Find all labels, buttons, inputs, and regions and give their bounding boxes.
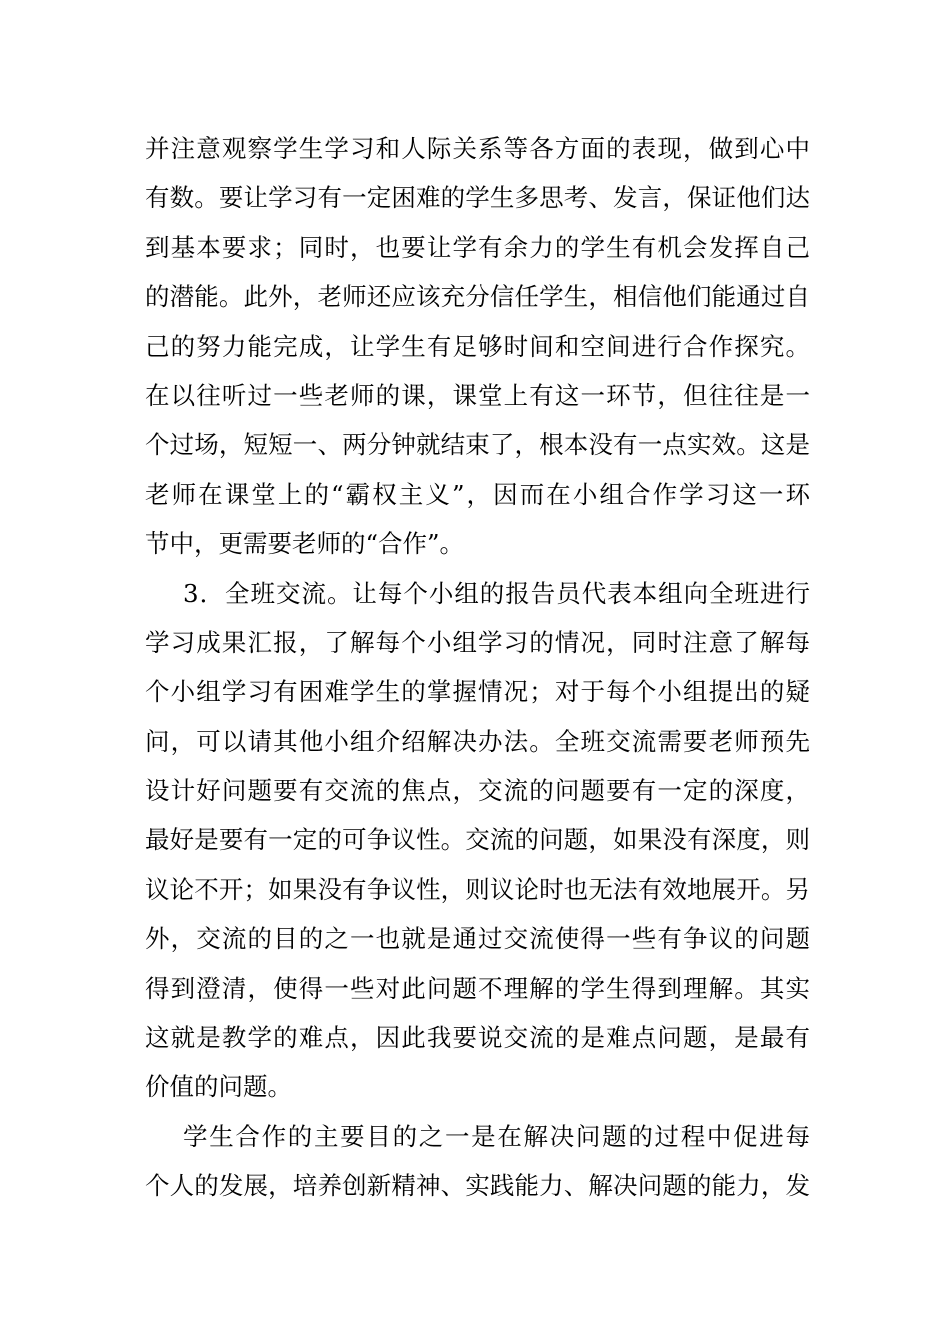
text-line: 个人的发展，培养创新精神、实践能力、解决问题的能力，发 [145,1171,810,1201]
text-line: 问，可以请其他小组介绍解决办法。全班交流需要老师预先 [145,726,810,756]
text-line: 个过场，短短一、两分钟就结束了，根本没有一点实效。这是 [145,430,810,460]
text-line: 外，交流的目的之一也就是通过交流使得一些有争议的问题 [145,924,810,954]
text-line: 得到澄清，使得一些对此问题不理解的学生得到理解。其实 [145,973,810,1003]
text-line: 并注意观察学生学习和人际关系等各方面的表现，做到心中 [145,134,810,163]
paragraph-start-line: 学生合作的主要目的之一是在解决问题的过程中促进每 [183,1121,810,1151]
text-line: 老师在课堂上的“霸权主义”，因而在小组合作学习这一环 [145,479,810,509]
text-line: 议论不开；如果没有争议性，则议论时也无法有效地展开。另 [145,874,810,904]
text-line: 己的努力能完成，让学生有足够时间和空间进行合作探究。 [145,331,810,361]
text-line: 到基本要求；同时，也要让学有余力的学生有机会发挥自己 [145,232,810,262]
text-line: 学习成果汇报，了解每个小组学习的情况，同时注意了解每 [145,627,810,657]
text-line: 这就是教学的难点，因此我要说交流的是难点问题，是最有 [145,1023,810,1053]
numbered-item-line: 3．全班交流。让每个小组的报告员代表本组向全班进行 [183,578,810,608]
text-line: 在以往听过一些老师的课，课堂上有这一环节，但往往是一 [145,380,810,410]
text-line: 最好是要有一定的可争议性。交流的问题，如果没有深度，则 [145,825,810,855]
text-line: 个小组学习有困难学生的掌握情况；对于每个小组提出的疑 [145,677,810,707]
text-line: 有数。要让学习有一定困难的学生多思考、发言，保证他们达 [145,183,810,213]
text-line: 的潜能。此外，老师还应该充分信任学生，相信他们能通过自 [145,282,810,312]
text-line: 价值的问题。 [145,1072,292,1102]
text-line: 节中，更需要老师的“合作”。 [145,529,465,559]
body-text [145,124,810,1211]
text-line: 设计好问题要有交流的焦点，交流的问题要有一定的深度， [145,776,810,806]
